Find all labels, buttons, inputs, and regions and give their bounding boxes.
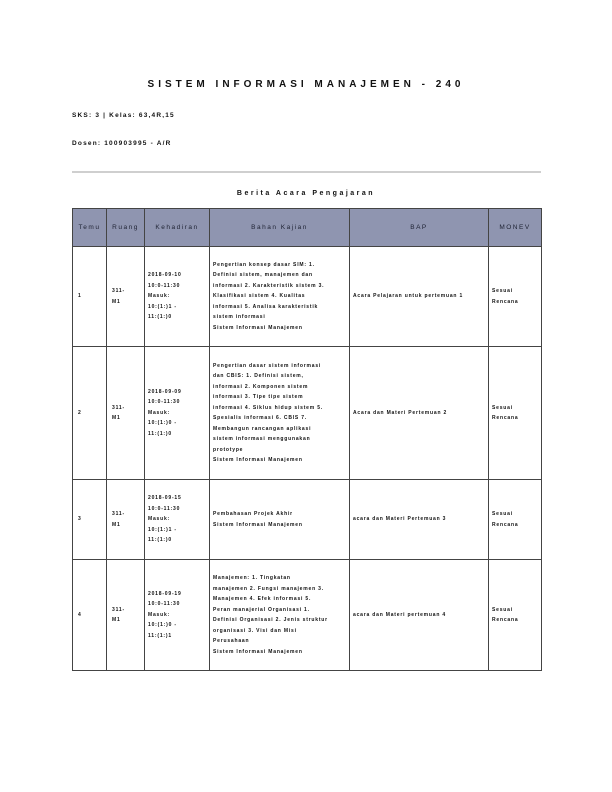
bahan-line: Pengertian konsep dasar SIM: 1. [213,261,315,268]
monev-line: Sesuai [492,511,513,517]
header-bap: BAP [350,209,489,247]
kehadiran-line: 2018-09-15 [148,495,182,502]
table-row [73,247,542,347]
bahan-line: informasi 5. Analisa karakteristik [213,303,319,310]
bahan-line: Perusahaan [213,638,250,644]
kehadiran-line: 2018-09-19 [148,590,182,597]
bahan-line: informasi 3. Tipe tipe sistem [213,394,304,400]
kehadiran-line: 10:0-11:30 [148,505,181,512]
bahan-kajian-cell [210,560,350,671]
kehadiran-cell [145,247,210,347]
monev-line: Rencana [492,415,519,421]
bahan-line: Pengertian dasar sistem informasi [213,362,322,369]
kehadiran-cell [145,347,210,480]
bahan-line: Sistem Informasi Manajemen [213,457,303,463]
ruang-line: 311- [112,288,125,294]
ruang-line: M1 [112,521,121,528]
monev-cell [489,560,542,671]
table-row [73,560,542,671]
table-header-row [73,209,542,247]
bahan-line: Manajemen 4. Efek informasi 5. [213,596,312,602]
bahan-line: Membangun rancangan aplikasi [213,425,312,432]
bahan-kajian-cell [210,247,350,347]
kehadiran-line: 10:0-11:30 [148,399,181,406]
bap-cell: acara dan Materi Pertemuan 3 [350,480,489,560]
ruang-cell [107,560,145,671]
kehadiran-line: 11:(1:)0 [148,314,172,321]
header-kehadiran: Kehadiran [145,209,210,247]
temu-cell: 4 [73,560,107,671]
kehadiran-line: 10:(1:)1 - [148,303,177,310]
bahan-line: Sistem Informasi Manajemen [213,648,303,655]
bahan-line: dan CBIS: 1. Definisi sistem, [213,373,304,379]
ruang-line: M1 [112,298,121,305]
ruang-cell [107,247,145,347]
ruang-cell [107,480,145,560]
header-temu: Temu [73,209,107,247]
bahan-line: Manajemen: 1. Tingkatan [213,575,291,581]
kehadiran-line: 10:(1:)0 - [148,420,177,427]
bahan-line: Spesialis informasi 6. CBIS 7. [213,415,308,421]
temu-cell: 3 [73,480,107,560]
bahan-line: prototype [213,446,244,453]
kehadiran-line: 11:(1:)1 [148,632,172,639]
monev-line: Rencana [492,521,519,528]
temu-cell: 2 [73,347,107,480]
bahan-line: informasi 2. Karakteristik sistem 3. [213,282,325,289]
ruang-line: 311- [112,404,125,411]
bahan-kajian-cell [210,480,350,560]
ruang-line: 311- [112,606,125,613]
kehadiran-line: 11:(1:)0 [148,537,172,544]
kehadiran-line: 11:(1:)0 [148,430,172,437]
bahan-line: manajemen 2. Fungsi manajemen 3. [213,585,324,592]
monev-line: Rencana [492,617,519,623]
bahan-kajian-cell [210,347,350,480]
kehadiran-cell [145,560,210,671]
header-monev: MONEV [489,209,542,247]
ruang-line: M1 [112,415,121,421]
kehadiran-line: 10:(1:)0 - [148,622,177,629]
bahan-line: Definisi sistem, manajemen dan [213,272,313,279]
bahan-line: informasi 2. Komponen sistem [213,383,309,390]
bahan-line: Definisi Organisasi 2. Jenis struktur [213,617,328,623]
bahan-line: Klasifikasi sistem 4. Kualitas [213,293,306,300]
bap-cell: Acara Pelajaran untuk pertemuan 1 [350,247,489,347]
kehadiran-line: 10:0-11:30 [148,601,181,608]
ruang-line: M1 [112,617,121,623]
bahan-line: sistem informasi menggunakan [213,436,311,442]
temu-cell: 1 [73,247,107,347]
ruang-cell [107,347,145,480]
header-bahan-kajian: Bahan Kajian [210,209,350,247]
kehadiran-cell [145,480,210,560]
bahan-line: informasi 4. Siklus hidup sistem 5. [213,404,323,411]
bahan-line: Peran manajerial Organisasi 1. [213,606,310,613]
kehadiran-line: 2018-09-09 [148,388,182,395]
monev-line: Sesuai [492,404,513,411]
monev-cell [489,347,542,480]
bahan-line: Sistem Informasi Manajemen [213,521,303,528]
document-title: SISTEM INFORMASI MANAJEMEN - 240 [147,79,465,90]
sks-class-line: SKS: 3 | Kelas: 63,4R,15 [72,112,175,119]
lecturer-line: Dosen: 100903995 - A/R [72,140,172,147]
monev-line: Sesuai [492,288,513,294]
monev-line: Sesuai [492,606,513,613]
monev-line: Rencana [492,298,519,305]
section-title: Berita Acara Pengajaran [236,190,376,197]
monev-cell [489,247,542,347]
bap-cell: Acara dan Materi Pertemuan 2 [350,347,489,480]
kehadiran-line: Masuk: [148,409,171,416]
kehadiran-line: Masuk: [148,516,171,523]
bahan-line: Pembahasan Projek Akhir [213,511,293,517]
table-row [73,347,542,480]
bahan-line: organisasi 3. Visi dan Misi [213,627,297,634]
bahan-line: Sistem Informasi Manajemen [213,324,303,331]
kehadiran-line: 10:0-11:30 [148,282,181,289]
attendance-table [72,208,542,671]
table-row [73,480,542,560]
monev-cell [489,480,542,560]
kehadiran-line: Masuk: [148,293,171,300]
kehadiran-line: Masuk: [148,611,171,618]
kehadiran-line: 10:(1:)1 - [148,526,177,533]
header-ruang: Ruang [107,209,145,247]
kehadiran-line: 2018-09-10 [148,272,182,279]
bahan-line: sistem informasi [213,314,266,321]
bap-cell: acara dan Materi pertemuan 4 [350,560,489,671]
ruang-line: 311- [112,511,125,517]
divider [72,171,541,173]
